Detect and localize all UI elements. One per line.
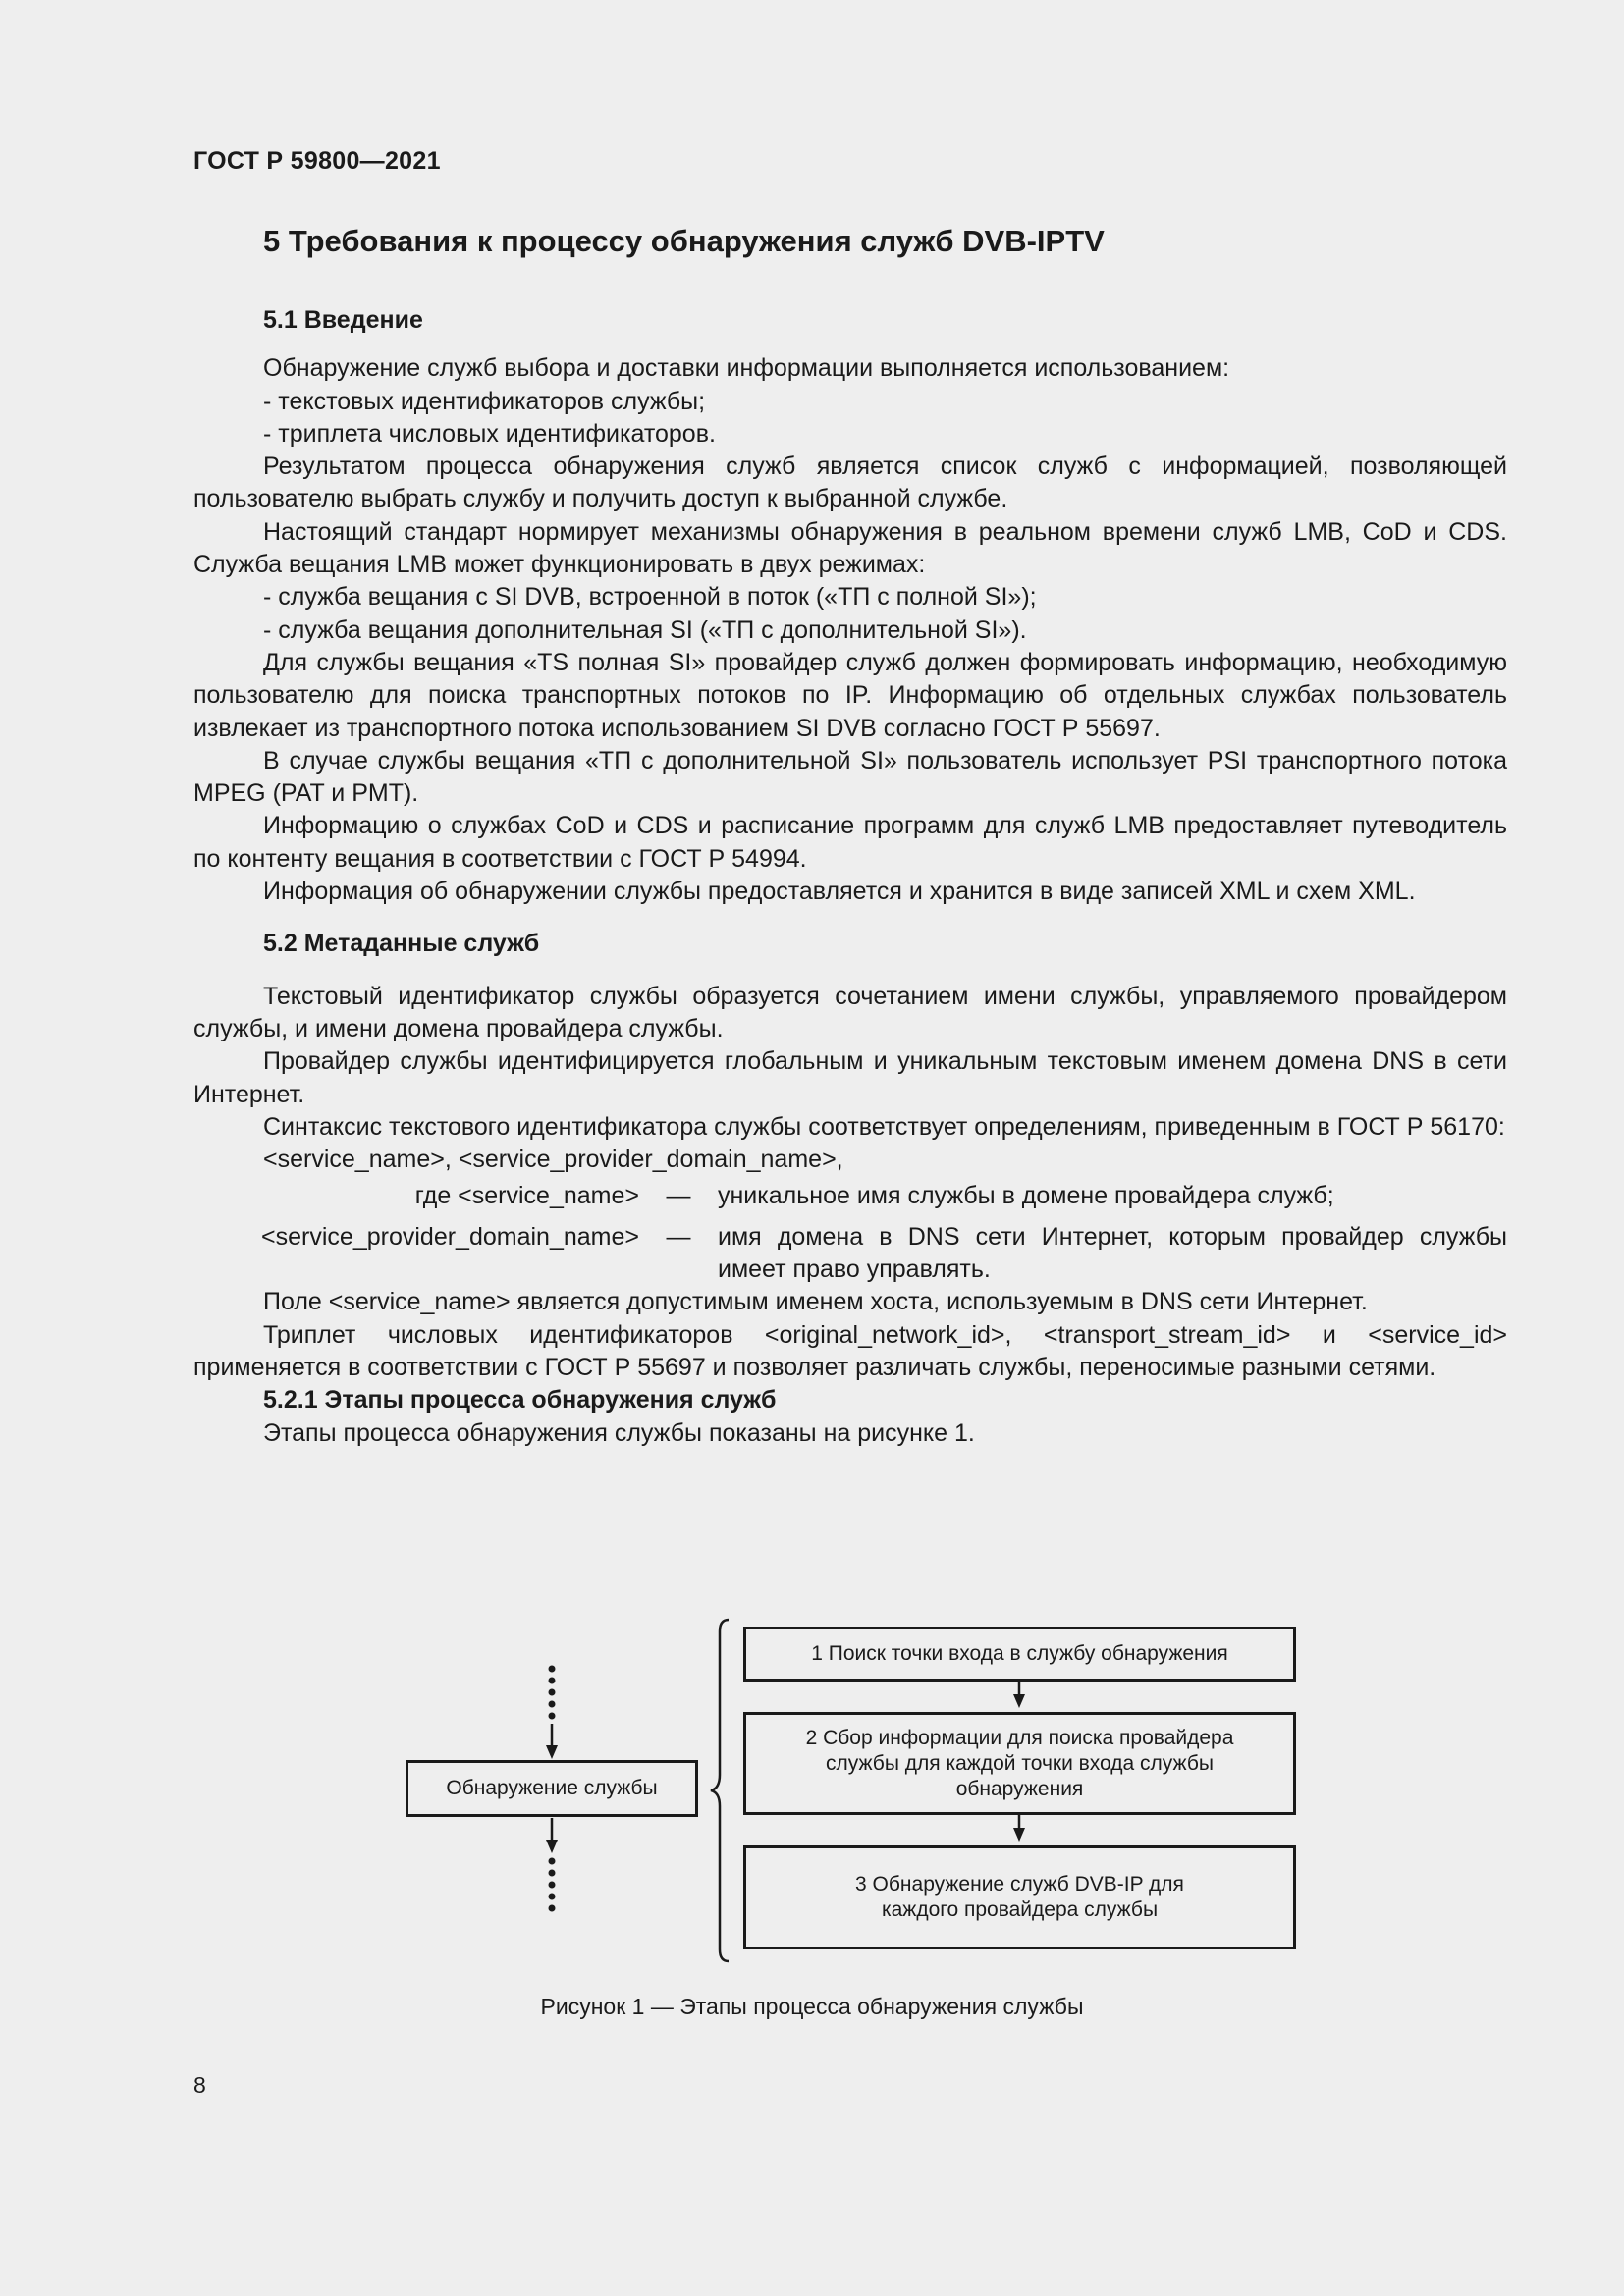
paragraph: Синтаксис текстового идентификатора службы соответствует определениям, приведенным в ГОСТ Р 56170: [263,1112,1505,1141]
list-item: - текстовых идентификаторов службы; [263,387,706,415]
process-diagram [0,1610,1624,2042]
step-1-box: 1 Поиск точки входа в службу обнаружения [743,1627,1296,1682]
definition-row [193,1221,1507,1287]
paragraph: Текстовый идентификатор службы образуется сочетанием имени службы, управляемого провайдером службы, и имени домена провайдера службы. [193,982,1507,1042]
step-2-box: 2 Сбор информации для поиска провайдера службы для каждой точки входа службы обнаружения [743,1712,1296,1815]
arrow-out-of-main-box [546,1818,558,1853]
definition-row [193,1180,1507,1220]
paragraph: Информация об обнаружении службы предоставляется и хранится в виде записей XML и схем XML. [263,878,1416,906]
figure-caption: Рисунок 1 — Этапы процесса обнаружения службы [540,1994,1084,2019]
paragraph: Настоящий стандарт нормирует механизмы обнаружения в реальном времени служб LMB, CoD и CDS. Служба вещания LMB может функционировать в двух режимах: [193,517,1507,579]
definition-dash: — [666,1182,691,1210]
section-title: 5 Требования к процессу обнаружения служб DVB-IPTV [263,224,1105,258]
document-body [193,304,1507,1450]
page-number: 8 [193,2072,206,2098]
service-discovery-box: Обнаружение службы [406,1760,698,1817]
list-item: - служба вещания дополнительная SI («ТП с дополнительной SI»). [263,615,1027,644]
paragraph: Поле <service_name> является допустимым именем хоста, используемым в DNS сети Интернет. [263,1288,1368,1316]
subsection-heading-5-2-1: 5.2.1 Этапы процесса обнаружения служб [263,1386,777,1415]
paragraph: Информацию о службах CoD и CDS и расписание программ для служб LMB предоставляет путеводитель по контенту вещания в соответствии с ГОСТ Р 54994. [193,812,1507,873]
paragraph: Этапы процесса обнаружения службы показаны на рисунке 1. [263,1418,975,1447]
arrow-into-main-box [546,1724,558,1759]
arrow-step2-to-step3 [1013,1815,1025,1842]
list-item: - триплета числовых идентификаторов. [263,419,716,448]
dotted-line-top [549,1666,556,1720]
definition-dash: — [666,1222,691,1251]
paragraph: Результатом процесса обнаружения служб является список служб с информацией, позволяющей пользователю выбрать службу и получить доступ к выбранной службе. [193,453,1507,513]
curly-brace [711,1620,729,1961]
paragraph: Обнаружение служб выбора и доставки информации выполняется использованием: [263,354,1230,383]
paragraph: Триплет числовых идентификаторов <original_network_id>, <transport_stream_id> и <service_id> применяется в соответствии с ГОСТ Р 55697 и позволяет различать службы, переносимые разными сетями. [193,1320,1507,1381]
paragraph: Для службы вещания «TS полная SI» провайдер служб должен формировать информацию, необходимую пользователю для поиска транспортных потоков по IP. Информацию об отдельных службах пользователь извлекает из транспортного потока использованием SI DVB согласно ГОСТ Р 55697. [193,648,1507,742]
definition-description: уникальное имя службы в домене провайдера служб; [718,1182,1334,1210]
standard-designation: ГОСТ Р 59800—2021 [193,147,441,175]
paragraph: В случае службы вещания «ТП с дополнительной SI» пользователь использует PSI транспортного потока MPEG (PAT и PMT). [193,746,1507,808]
definitions-table [193,1180,1507,1286]
list-item: - служба вещания с SI DVB, встроенной в поток («ТП с полной SI»); [263,583,1037,612]
syntax-line: <service_name>, <service_provider_domain_name>, [263,1146,843,1174]
definition-description: имя домена в DNS сети Интернет, которым провайдер службы имеет право управлять. [718,1222,1507,1284]
arrow-step1-to-step2 [1013,1682,1025,1708]
paragraph: Провайдер службы идентифицируется глобальным и уникальным текстовым именем домена DNS в сети Интернет. [193,1047,1507,1108]
subsection-heading-5-1: 5.1 Введение [263,306,423,334]
dotted-line-bottom [549,1858,556,1912]
subsection-heading-5-2: 5.2 Метаданные служб [263,930,540,958]
definition-term: где <service_name> [414,1182,639,1210]
definition-term: <service_provider_domain_name> [261,1222,639,1251]
step-3-box: 3 Обнаружение служб DVB-IP для каждого провайдера службы [743,1845,1296,1949]
